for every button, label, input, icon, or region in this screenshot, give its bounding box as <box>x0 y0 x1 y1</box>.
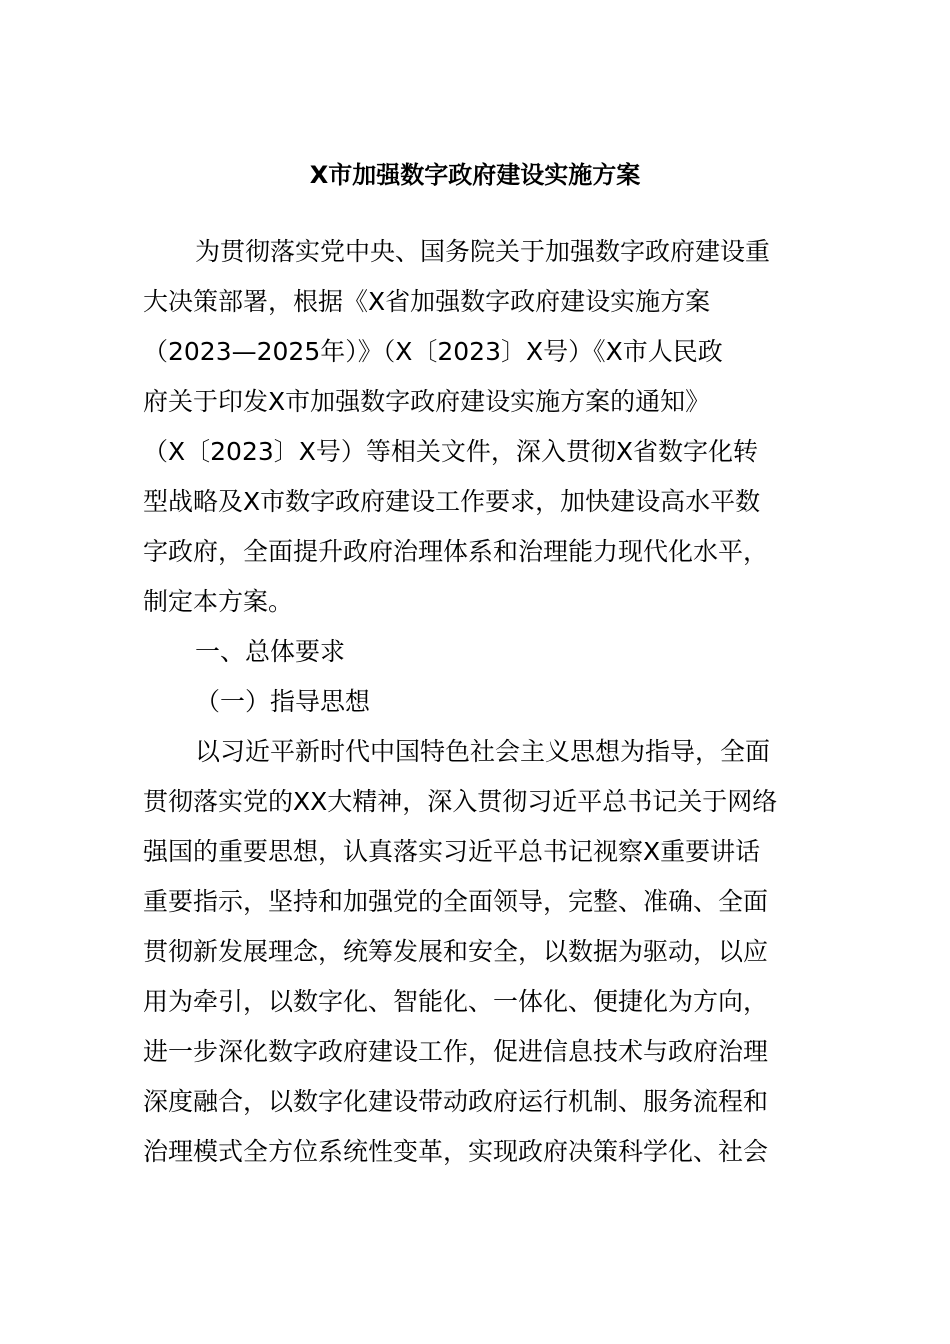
document-title: X市加强数字政府建设实施方案 <box>309 161 641 189</box>
intro-line: （2023—2025年）》（X〔2023〕X号）《X市人民政 <box>143 337 723 366</box>
guiding-paragraph <box>143 727 813 1177</box>
section-heading-text: 一、总体要求 <box>195 637 346 666</box>
guiding-line: 以习近平新时代中国特色社会主义思想为指导，全面 <box>195 737 771 766</box>
intro-line: 制定本方案。 <box>143 587 294 616</box>
intro-line: 府关于印发X市加强数字政府建设实施方案的通知》 <box>143 387 711 416</box>
guiding-line: 用为牵引，以数字化、智能化、一体化、便捷化为方向， <box>143 987 769 1016</box>
guiding-line: 强国的重要思想，认真落实习近平总书记视察X重要讲话 <box>143 837 761 866</box>
subsection-heading-text: （一）指导思想 <box>195 687 371 716</box>
subsection-heading <box>143 677 813 727</box>
guiding-line: 贯彻新发展理念，统筹发展和安全，以数据为驱动，以应 <box>143 937 769 966</box>
guiding-line: 重要指示，坚持和加强党的全面领导，完整、准确、全面 <box>143 887 769 916</box>
document-body <box>143 227 813 1177</box>
section-heading <box>143 627 813 677</box>
guiding-line: 进一步深化数字政府建设工作，促进信息技术与政府治理 <box>143 1037 769 1066</box>
intro-line: 为贯彻落实党中央、国务院关于加强数字政府建设重 <box>195 237 771 266</box>
guiding-line: 贯彻落实党的XX大精神，深入贯彻习近平总书记关于网络 <box>143 787 778 816</box>
guiding-line: 治理模式全方位系统性变革，实现政府决策科学化、社会 <box>143 1137 769 1166</box>
guiding-line: 深度融合，以数字化建设带动政府运行机制、服务流程和 <box>143 1087 769 1116</box>
intro-line: （X〔2023〕X号）等相关文件，深入贯彻X省数字化转 <box>143 437 759 466</box>
intro-line: 字政府，全面提升政府治理体系和治理能力现代化水平， <box>143 537 769 566</box>
intro-line: 型战略及X市数字政府建设工作要求，加快建设高水平数 <box>143 487 761 516</box>
intro-line: 大决策部署，根据《X省加强数字政府建设实施方案 <box>143 287 711 316</box>
intro-paragraph <box>143 227 813 627</box>
